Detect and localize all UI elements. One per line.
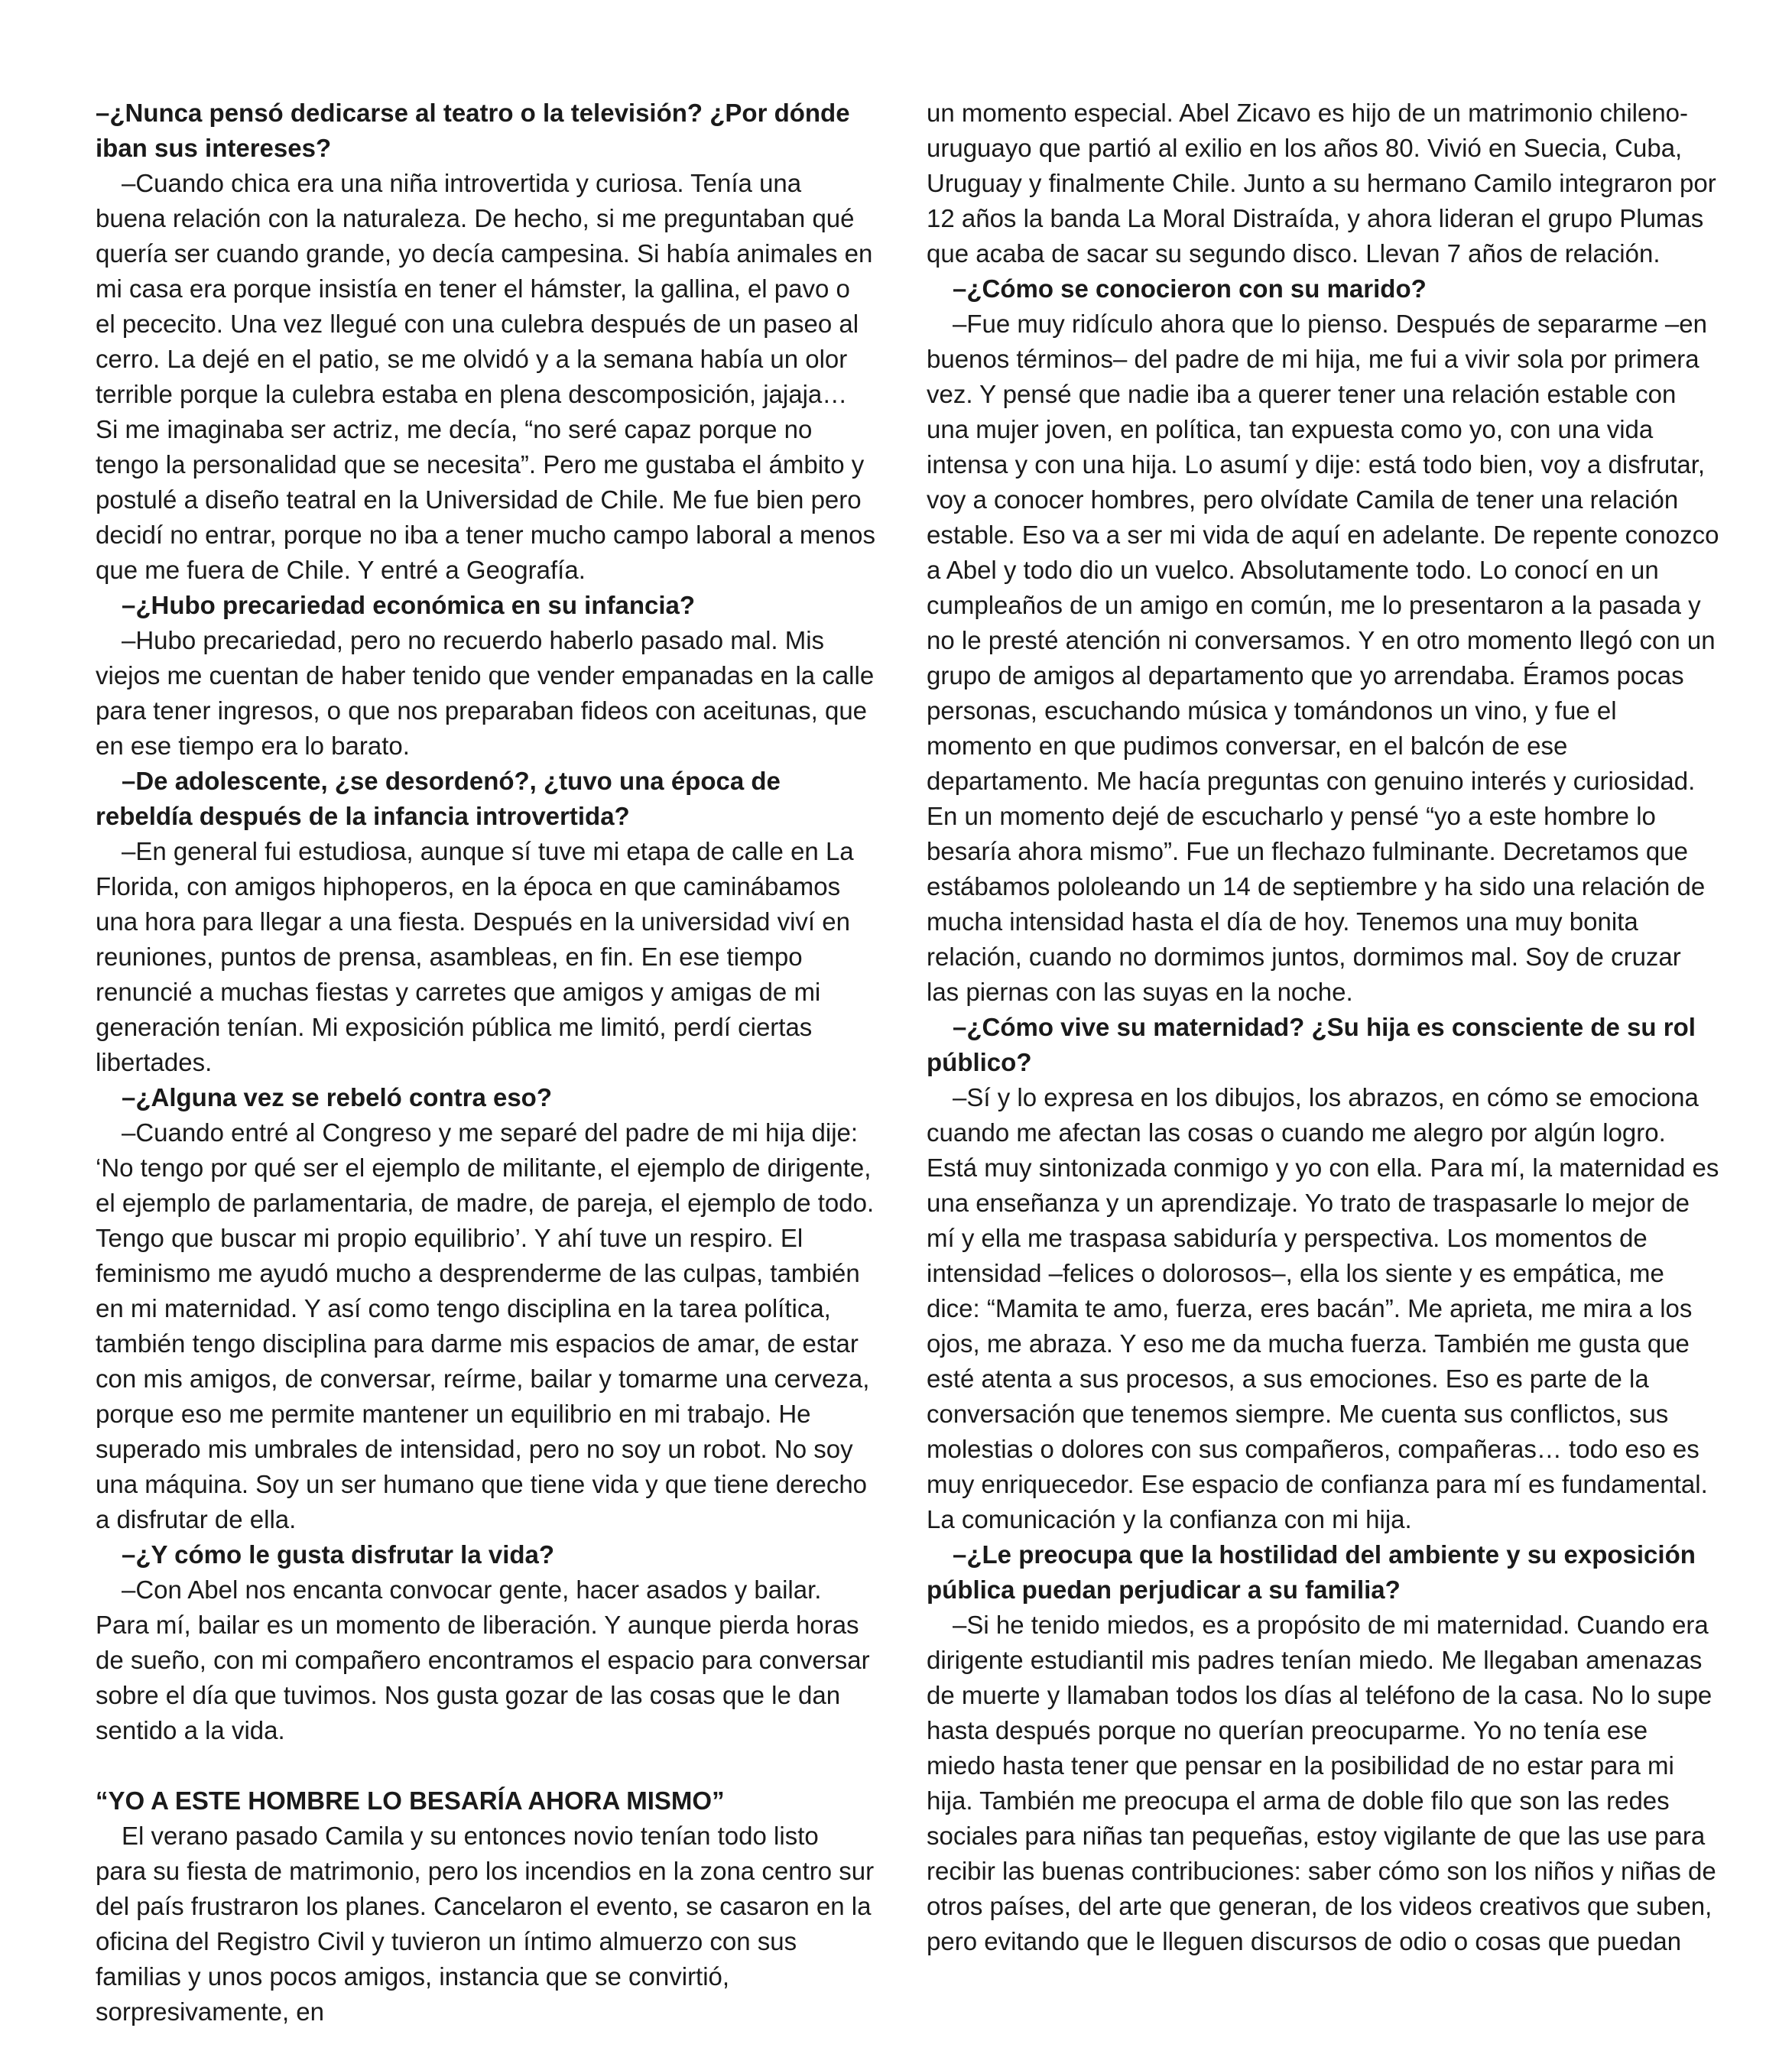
right-column [927,96,1720,1959]
question-rebelion: –¿Alguna vez se rebeló contra eso? [122,1083,552,1111]
answer-precariedad: –Hubo precariedad, pero no recuerdo haberlo pasado mal. Mis viejos me cuentan de haber tenido que vender empanadas en la calle para tener ingresos, o que nos preparaban fideos con aceitunas, que en ese tiempo era lo barato. [96,626,875,760]
answer-theater: –Cuando chica era una niña introvertida y curiosa. Tenía una buena relación con la naturaleza. De hecho, si me preguntaban qué quería ser cuando grande, yo decía campesina. Si había animales en mi casa era porque insistía en tener el hámster, la gallina, el pavo o el pececito. Una vez llegué con una culebra después de un paseo al cerro. La dejé en el patio, se me olvidó y a la semana había un olor terrible porque la culebra estaba en plena descomposición, jajaja… Si me imaginaba ser actriz, me decía, “no seré capaz porque no tengo la personalidad que se necesita”. Pero me gustaba el ámbito y postulé a diseño teatral en la Universidad de Chile. Me fue bien pero decidí no entrar, porque no iba a tener mucho campo laboral a menos que me fuera de Chile. Y entré a Geografía. [96,169,875,584]
question-hostilidad: –¿Le preocupa que la hostilidad del ambiente y su exposición pública puedan perjudicar a su familia? [927,1540,1696,1604]
question-maternidad: –¿Cómo vive su maternidad? ¿Su hija es consciente de su rol público? [927,1013,1696,1076]
answer-maternidad: –Sí y lo expresa en los dibujos, los abrazos, en cómo se emociona cuando me afectan las cosas o cuando me alegro por algún logro. Está muy sintonizada conmigo y yo con ella. Para mí, la maternidad es una enseñanza y un aprendizaje. Yo trato de traspasarle lo mejor de mí y ella me traspasa sabiduría y perspectiva. Los momentos de intensidad –felices o dolorosos–, ella los siente y es empática, me dice: “Mamita te amo, fuerza, eres bacán”. Me aprieta, me mira a los ojos, me abraza. Y eso me da mucha fuerza. También me gusta que esté atenta a sus procesos, a sus emociones. Eso es parte de la conversación que tenemos siempre. Me cuenta sus conflictos, sus molestias o dolores con sus compañeros, compañeras… todo eso es muy enriquecedor. Ese espacio de confianza para mí es fundamental. La comunicación y la confianza con mi hija. [927,1083,1719,1533]
question-disfrutar: –¿Y cómo le gusta disfrutar la vida? [122,1540,555,1569]
question-adolescente: –De adolescente, ¿se desordenó?, ¿tuvo una época de rebeldía después de la infancia introvertida? [96,767,781,830]
question-theater: –¿Nunca pensó dedicarse al teatro o la televisión? ¿Por dónde iban sus intereses? [96,99,850,162]
left-column [96,96,875,2030]
paragraph-continuation: un momento especial. Abel Zicavo es hijo de un matrimonio chileno-uruguayo que partió al exilio en los años 80. Vivió en Suecia, Cuba, Uruguay y finalmente Chile. Junto a su hermano Camilo integraron por 12 años la banda La Moral Distraída, y ahora lideran el grupo Plumas que acaba de sacar su segundo disco. Llevan 7 años de relación. [927,99,1716,268]
paragraph-matrimonio: El verano pasado Camila y su entonces novio tenían todo listo para su fiesta de matrimonio, pero los incendios en la zona centro sur del país frustraron los planes. Cancelaron el evento, se casaron en la oficina del Registro Civil y tuvieron un íntimo almuerzo con sus familias y unos pocos amigos, instancia que se convirtió, sorpresivamente, en [96,1822,875,2026]
question-marido: –¿Cómo se conocieron con su marido? [953,274,1427,303]
answer-adolescente: –En general fui estudiosa, aunque sí tuve mi etapa de calle en La Florida, con amigos hiphoperos, en la época en que caminábamos una hora para llegar a una fiesta. Después en la universidad viví en reuniones, puntos de prensa, asambleas, en fin. En ese tiempo renuncié a muchas fiestas y carretes que amigos y amigas de mi generación tenían. Mi exposición pública me limitó, perdí ciertas libertades. [96,837,854,1076]
answer-rebelion: –Cuando entré al Congreso y me separé del padre de mi hija dije: ‘No tengo por qué ser el ejemplo de militante, el ejemplo de dirigente, el ejemplo de parlamentaria, de madre, de pareja, el ejemplo de todo. Tengo que buscar mi propio equilibrio’. Y ahí tuve un respiro. El feminismo me ayudó mucho a desprenderme de las culpas, también en mi maternidad. Y así como tengo disciplina en la tarea política, también tengo disciplina para darme mis espacios de amar, de estar con mis amigos, de conversar, reírme, bailar y tomarme una cerveza, porque eso me permite mantener un equilibrio en mi trabajo. He superado mis umbrales de intensidad, pero no soy un robot. No soy una máquina. Soy un ser humano que tiene vida y que tiene derecho a disfrutar de ella. [96,1118,875,1533]
answer-marido: –Fue muy ridículo ahora que lo pienso. Después de separarme –en buenos términos– del padre de mi hija, me fui a vivir sola por primera vez. Y pensé que nadie iba a querer tener una relación estable con una mujer joven, en política, tan expuesta como yo, con una vida intensa y con una hija. Lo asumí y dije: está todo bien, voy a disfrutar, voy a conocer hombres, pero olvídate Camila de tener una relación estable. Eso va a ser mi vida de aquí en adelante. De repente conozco a Abel y todo dio un vuelco. Absolutamente todo. Lo conocí en un cumpleaños de un amigo en común, me lo presentaron a la pasada y no le presté atención ni conversamos. Y en otro momento llegó con un grupo de amigos al departamento que yo arrendaba. Éramos pocas personas, escuchando música y tomándonos un vino, y fue el momento en que pudimos conversar, en el balcón de ese departamento. Me hacía preguntas con genuino interés y curiosidad. En un momento dejé de escucharlo y pensé “yo a este hombre lo besaría ahora mismo”. Fue un flechazo fulminante. Decretamos que estábamos pololeando un 14 de septiembre y ha sido una relación de mucha intensidad hasta el día de hoy. Tenemos una muy bonita relación, cuando no dormimos juntos, dormimos mal. Soy de cruzar las piernas con las suyas en la noche. [927,310,1719,1006]
section-subheading: “YO A ESTE HOMBRE LO BESARÍA AHORA MISMO” [96,1786,725,1815]
question-precariedad: –¿Hubo precariedad económica en su infancia? [122,591,696,619]
answer-hostilidad: –Si he tenido miedos, es a propósito de mi maternidad. Cuando era dirigente estudiantil mis padres tenían miedo. Me llegaban amenazas de muerte y llamaban todos los días al teléfono de la casa. No lo supe hasta después porque no querían preocuparme. Yo no tenía ese miedo hasta tener que pensar en la posibilidad de no estar para mi hija. También me preocupa el arma de doble filo que son las redes sociales para niñas tan pequeñas, estoy vigilante de que las use para recibir las buenas contribuciones: saber cómo son los niños y niñas de otros países, del arte que generan, de los videos creativos que suben, pero evitando que le lleguen discursos de odio o cosas que puedan [927,1611,1716,1955]
answer-disfrutar: –Con Abel nos encanta convocar gente, hacer asados y bailar. Para mí, bailar es un momento de liberación. Y aunque pierda horas de sueño, con mi compañero encontramos el espacio para conversar sobre el día que tuvimos. Nos gusta gozar de las cosas que le dan sentido a la vida. [96,1575,870,1744]
